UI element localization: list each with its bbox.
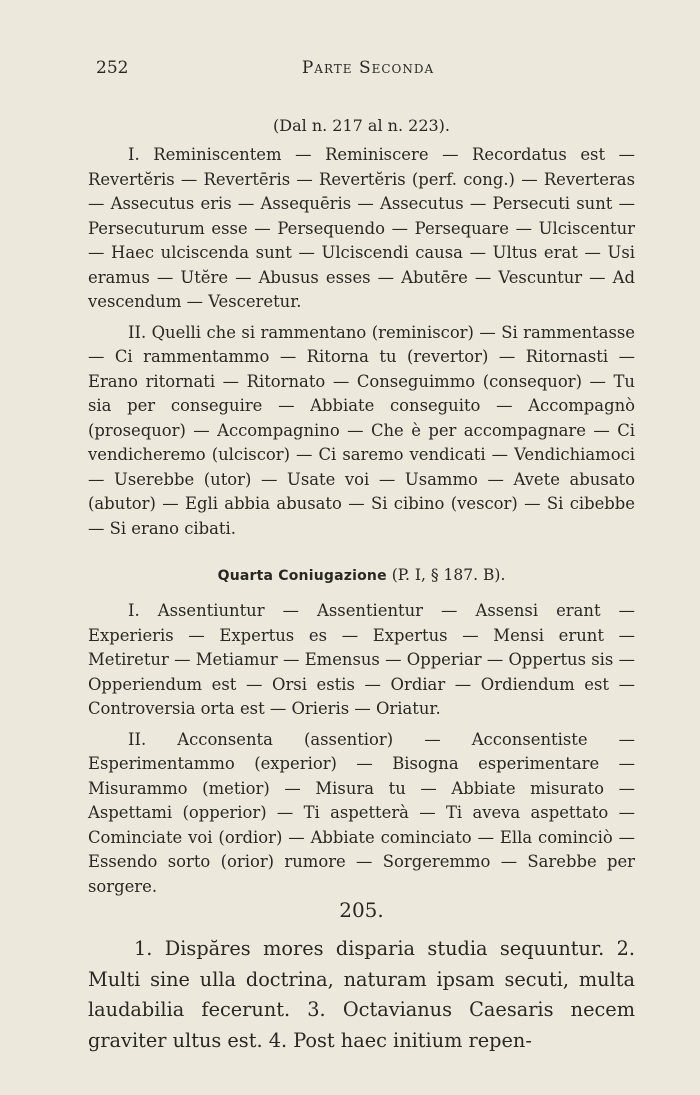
exercise-body <box>88 934 635 1056</box>
page-number: 252 <box>96 58 129 78</box>
page-header <box>96 58 640 82</box>
section-one-paragraph-2: II. Quelli che si rammentano (reminiscor) — Si rammentasse — Ci rammentammo — Ritorna tu (revertor) — Ritornasti — Erano ritornati — Ritornato — Conseguimmo (consequor) — Tu sia per conseguire — Abbiate conseguito — Accompagnò (prosequor) — Accompagnino — Che è per accompagnare — Ci vendicheremo (ulciscor) — Ci saremo vendicati — Vendichiamoci — Userebbe (utor) — Usate voi — Usammo — Avete abusato (abutor) — Egli abbia abusato — Si cibino (vescor) — Si cibebbe — Si erano cibati. <box>88 322 635 538</box>
section-heading-reference: (P. I, § 187. B). <box>391 566 506 584</box>
section-one <box>88 143 635 541</box>
section-two <box>88 599 635 899</box>
section-heading <box>88 566 635 584</box>
running-head: Parte Seconda <box>301 58 435 78</box>
section-two-paragraph-2: II. Acconsenta (assentior) — Acconsentiste — Esperimentammo (experior) — Bisogna esperimentare — Misurammo (metior) — Misura tu — Abbiate misurato — Aspettami (opperior) — Ti aspetterà — Ti aveva aspettato — Cominciate voi (ordior) — Abbiate cominciato — Ella cominciò — Essendo sorto (orior) rumore — Sorgeremmo — Sarebbe per sorgere. <box>88 729 635 896</box>
section-two-paragraph-1: I. Assentiuntur — Assentientur — Assensi erant — Experieris — Expertus es — Expertus — Mensi erunt — Metiretur — Metiamur — Emensus — Opperiar — Oppertus sis — Opperiendum est — Orsi estis — Ordiar — Ordiendum est — Controversia orta est — Orieris — Oriatur. <box>88 601 635 718</box>
section-one-paragraph-1: I. Reminiscentem — Reminiscere — Recordatus est — Revertĕris — Revertēris — Revertĕris (perf. cong.) — Reverteras — Assecutus eris — Assequēris — Assecutus — Persecuti sunt — Persecuturum esse — Persequendo — Persequare — Ulciscentur — Haec ulciscenda sunt — Ulciscendi causa — Ultus erat — Usi eramus — Utĕre — Abusus esses — Abutēre — Vescuntur — Ad vescendum — Vesceretur. <box>88 145 635 311</box>
exercise-text: 1. Dispăres mores disparia studia sequuntur. 2. Multi sine ulla doctrina, naturam ipsam secuti, multa laudabilia fecerunt. 3. Octavianus Caesaris necem graviter ultus est. 4. Post haec initium repen- <box>88 937 635 1052</box>
exercise-number: 205. <box>339 898 384 922</box>
section-heading-title: Quarta Coniugazione <box>217 568 387 584</box>
range-note: (Dal n. 217 al n. 223). <box>273 116 450 135</box>
